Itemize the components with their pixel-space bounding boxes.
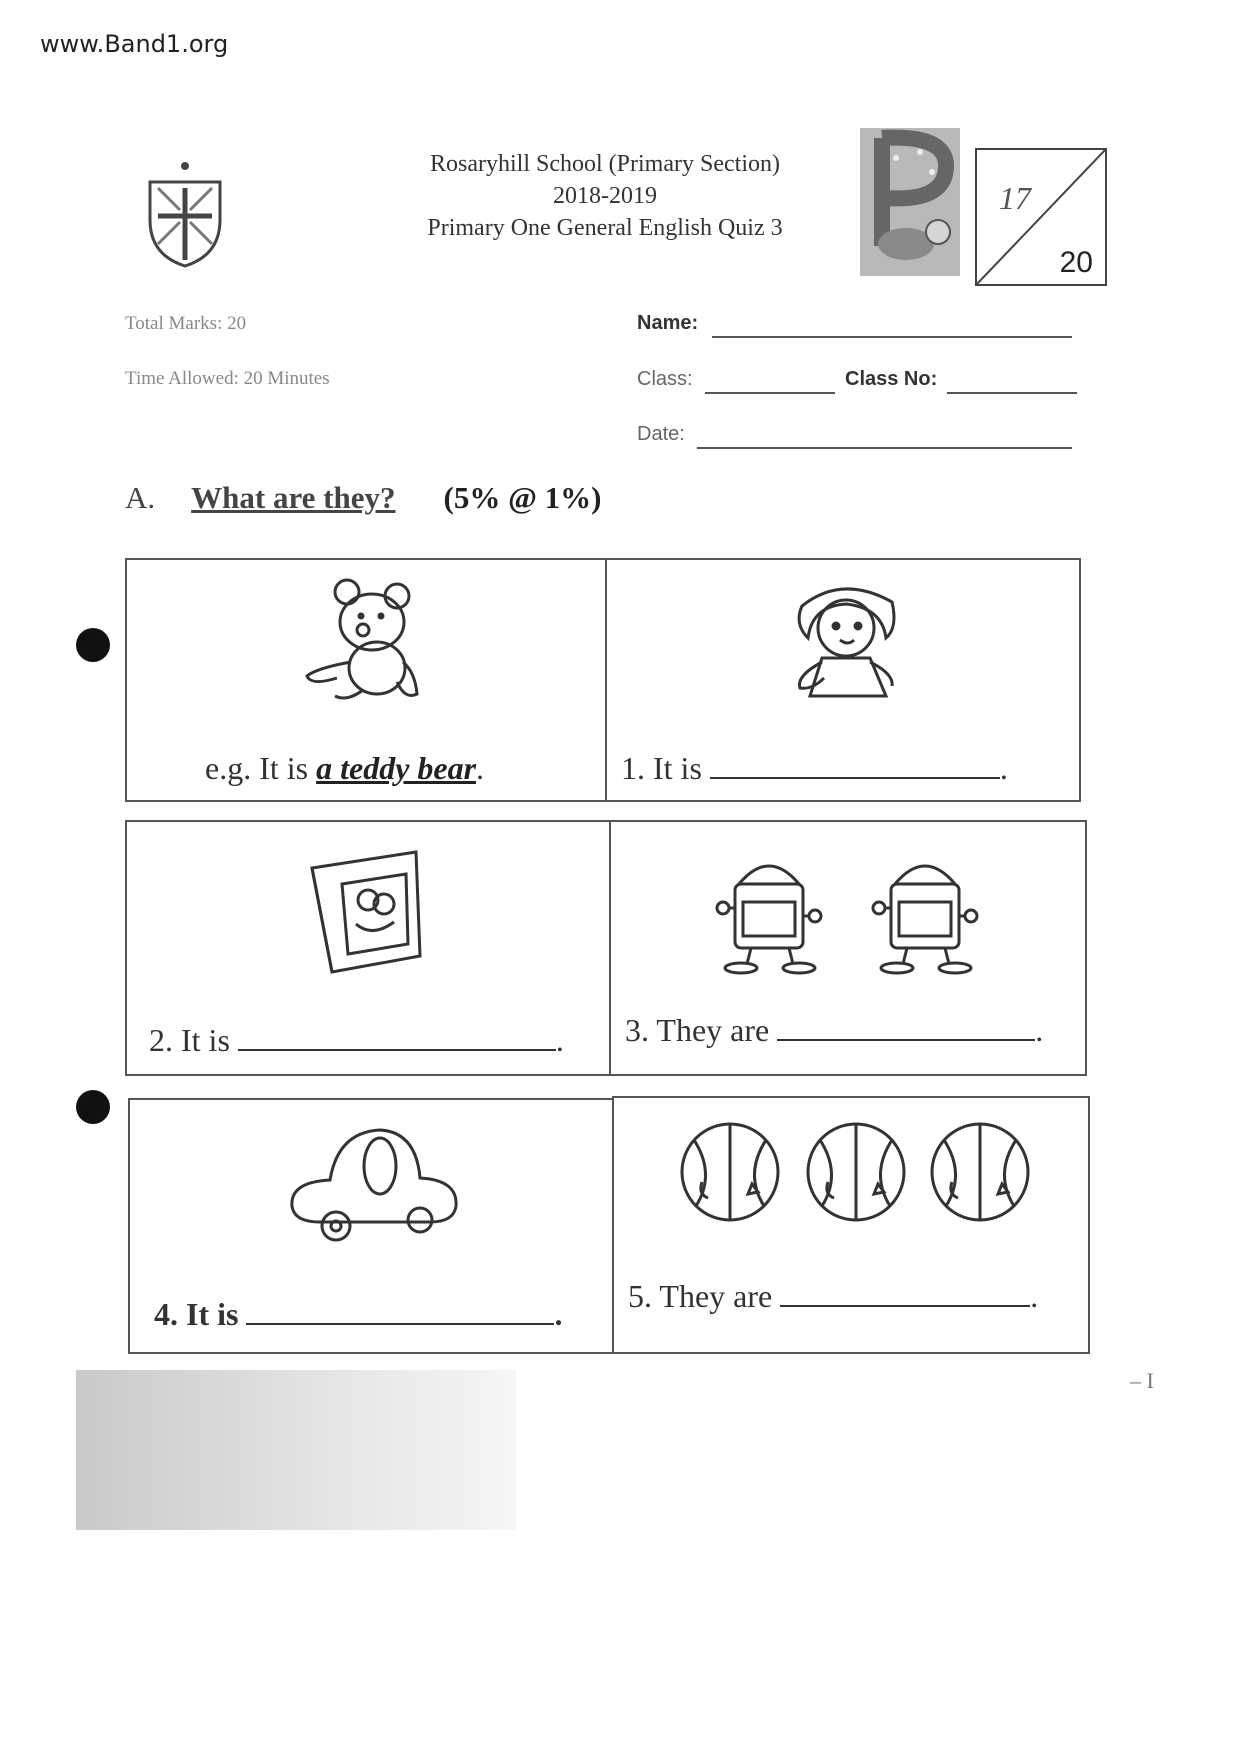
prompt-5: [628, 1278, 1038, 1315]
school-header: [360, 148, 850, 244]
question-cell-1: [605, 558, 1081, 802]
prompt-prefix: 5. They are: [628, 1278, 781, 1314]
scan-shadow: [76, 1370, 516, 1530]
prompt-suffix: .: [1035, 1012, 1044, 1048]
section-letter: A.: [125, 480, 156, 515]
class-field[interactable]: [705, 366, 835, 394]
prompt-prefix: 3. They are: [625, 1012, 778, 1048]
binder-hole: [76, 628, 110, 662]
date-label: Date:: [637, 423, 685, 445]
question-cell-example: [125, 558, 607, 802]
section-a-title: [125, 480, 601, 516]
prompt-2: [149, 1022, 564, 1059]
example-answer: a teddy bear: [316, 750, 477, 786]
balls-icon: [674, 1120, 1054, 1230]
school-year: 2018-2019: [553, 183, 657, 209]
section-question: What are they?: [191, 480, 396, 515]
site-watermark: www.Band1.org: [40, 30, 229, 58]
date-field[interactable]: [697, 421, 1072, 449]
answer-blank-1[interactable]: [710, 753, 1000, 779]
prompt-suffix: .: [476, 750, 485, 786]
prompt-prefix: 1. It is: [621, 750, 710, 786]
answer-blank-3[interactable]: [777, 1015, 1035, 1041]
question-cell-2: [125, 820, 611, 1076]
section-marks: (5% @ 1%): [443, 480, 602, 515]
class-no-label: Class No:: [845, 368, 938, 390]
prompt-prefix: e.g. It is: [205, 750, 317, 786]
question-cell-4: [128, 1098, 614, 1354]
total-marks: Total Marks: 20: [125, 313, 247, 334]
name-field[interactable]: [712, 310, 1072, 338]
answer-blank-4[interactable]: [246, 1299, 554, 1325]
doll-icon: [782, 578, 912, 708]
page-mark: – I: [1130, 1368, 1154, 1393]
answer-blank-5[interactable]: [780, 1281, 1030, 1307]
prompt-example: [205, 750, 484, 787]
school-crest-icon: [140, 160, 230, 270]
prompt-prefix: 4. It is: [154, 1296, 247, 1332]
answer-blank-2[interactable]: [238, 1025, 556, 1051]
teddy-bear-icon: [297, 572, 437, 712]
prompt-4: [154, 1296, 562, 1333]
quiz-title: Primary One General English Quiz 3: [427, 215, 783, 241]
question-cell-3: [609, 820, 1087, 1076]
name-label: Name:: [637, 312, 699, 334]
score-obtained: 17: [999, 180, 1031, 216]
score-box: [975, 148, 1107, 286]
school-name: Rosaryhill School (Primary Section): [430, 151, 780, 177]
prompt-suffix: .: [1030, 1278, 1039, 1314]
toy-car-icon: [280, 1122, 470, 1252]
class-no-field[interactable]: [947, 366, 1077, 394]
question-cell-5: [612, 1096, 1090, 1354]
prompt-3: [625, 1012, 1043, 1049]
prompt-1: [621, 750, 1008, 787]
time-allowed: Time Allowed: 20 Minutes: [125, 368, 330, 389]
prompt-prefix: 2. It is: [149, 1022, 238, 1058]
class-label: Class:: [637, 368, 693, 390]
binder-hole: [76, 1090, 110, 1124]
letter-p-sticker-icon: [860, 128, 960, 276]
prompt-suffix: .: [555, 1022, 564, 1058]
prompt-suffix: .: [999, 750, 1008, 786]
robots-icon: [701, 848, 1011, 978]
puzzle-box-icon: [302, 844, 432, 974]
score-total: 20: [1059, 246, 1093, 279]
prompt-suffix: .: [554, 1296, 563, 1332]
